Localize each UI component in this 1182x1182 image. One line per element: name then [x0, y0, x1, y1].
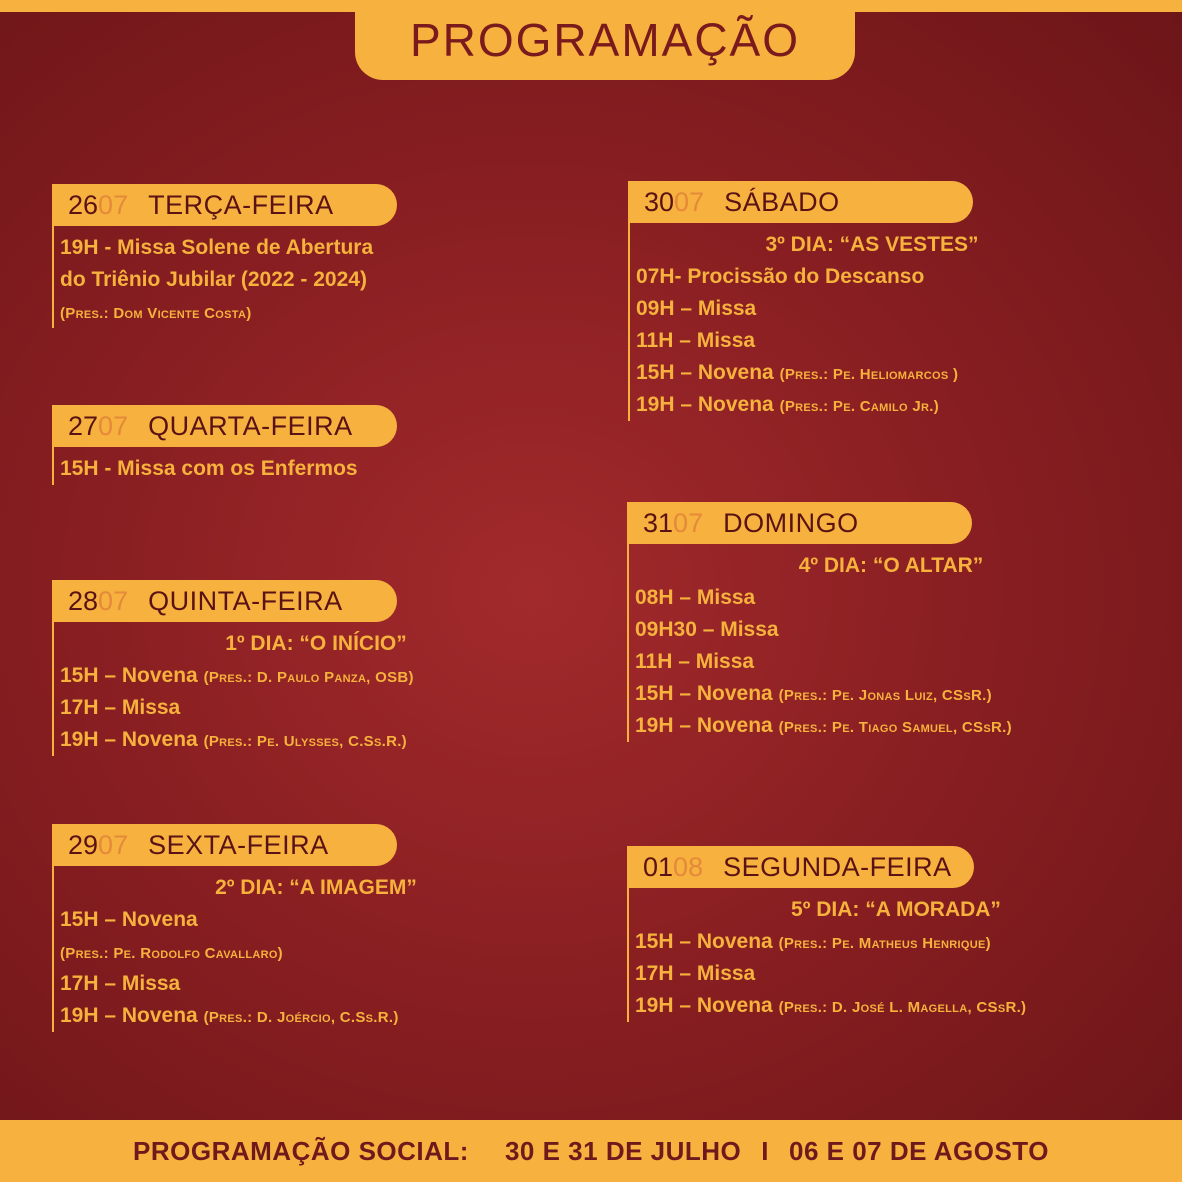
day-schedule: [52, 226, 452, 328]
schedule-time-event: 15H – Novena: [635, 930, 773, 953]
schedule-item: [60, 1000, 572, 1032]
schedule-item: [635, 958, 1157, 990]
day-schedule: [52, 622, 572, 756]
day-number: 28: [68, 585, 99, 616]
schedule-item: [636, 325, 1108, 357]
weekday-label: SÁBADO: [724, 186, 840, 217]
schedule-time-event: 17H – Missa: [60, 972, 181, 995]
schedule-item: [60, 692, 572, 724]
schedule-time-event: 19H – Novena: [635, 714, 773, 737]
schedule-time-event: 17H – Missa: [635, 962, 756, 985]
schedule-time-event: 19H – Novena: [60, 728, 198, 751]
day-schedule: [627, 888, 1157, 1022]
schedule-item: [60, 264, 452, 296]
schedule-item: [636, 293, 1108, 325]
month-number: 07: [673, 507, 704, 538]
schedule-time-event: 07H- Procissão do Descanso: [636, 265, 925, 288]
day-schedule: [628, 223, 1108, 421]
novena-day-heading: 4º DIA: “O ALTAR”: [798, 554, 984, 577]
novena-day-heading: 1º DIA: “O INÍCIO”: [225, 632, 407, 655]
social-program-label: PROGRAMAÇÃO SOCIAL:: [133, 1135, 469, 1166]
schedule-item: [635, 678, 1147, 710]
day-block-29-07: [52, 824, 572, 1032]
schedule-time-event: 15H – Novena: [636, 361, 774, 384]
day-number: 01: [643, 851, 674, 882]
schedule-item: [635, 614, 1147, 646]
day-schedule: [52, 447, 452, 485]
day-block-28-07: [52, 580, 572, 756]
month-number: 07: [98, 189, 129, 220]
social-separator: I: [761, 1135, 770, 1166]
schedule-item: [60, 232, 452, 264]
page-title: PROGRAMAÇÃO: [409, 14, 801, 66]
schedule-item: [60, 296, 452, 328]
novena-day-heading: 3º DIA: “AS VESTES”: [765, 233, 979, 256]
schedule-item: [636, 261, 1108, 293]
schedule-item: [60, 660, 572, 692]
social-program-bar: [0, 1120, 1182, 1182]
day-schedule: [52, 866, 572, 1032]
novena-day-heading: 2º DIA: “A IMAGEM”: [215, 876, 417, 899]
schedule-time-event: 19H – Novena: [636, 393, 774, 416]
day-tab: [52, 405, 397, 447]
schedule-item: [636, 389, 1108, 421]
schedule-presider: (Pres.: Pe. Matheus Henrique): [778, 935, 991, 952]
weekday-label: SEXTA-FEIRA: [148, 829, 329, 860]
schedule-time-event: 09H – Missa: [636, 297, 757, 320]
novena-day-heading: 5º DIA: “A MORADA”: [791, 898, 1001, 921]
weekday-label: TERÇA-FEIRA: [148, 189, 334, 220]
schedule-presider: (Pres.: Pe. Heliomarcos ): [779, 366, 959, 383]
day-number: 29: [68, 829, 99, 860]
weekday-label: QUARTA-FEIRA: [148, 410, 353, 441]
social-dates-july: 30 E 31 DE JULHO: [504, 1135, 742, 1166]
day-block-01-08: [627, 846, 1157, 1022]
day-tab: [627, 502, 972, 544]
month-number: 07: [98, 585, 129, 616]
schedule-item: [635, 990, 1157, 1022]
day-block-26-07: [52, 184, 452, 328]
schedule-time-event: 19H - Missa Solene de Abertura: [60, 236, 374, 259]
schedule-item: [635, 926, 1157, 958]
schedule-item: [60, 936, 572, 968]
day-number: 27: [68, 410, 99, 441]
day-tab: [627, 846, 974, 888]
schedule-item: [60, 904, 572, 936]
schedule-time-event: do Triênio Jubilar (2022 - 2024): [60, 268, 367, 291]
day-schedule: [627, 544, 1147, 742]
schedule-time-event: 08H – Missa: [635, 586, 756, 609]
schedule-presider: (Pres.: Pe. Jonas Luiz, CSsR.): [778, 687, 992, 704]
schedule-presider: (Pres.: Pe. Ulysses, C.Ss.R.): [203, 733, 407, 750]
schedule-time-event: 15H - Missa com os Enfermos: [60, 457, 358, 480]
day-block-27-07: [52, 405, 452, 485]
schedule-item: [635, 710, 1147, 742]
title-tab: [355, 0, 855, 80]
schedule-time-event: 15H – Novena: [635, 682, 773, 705]
schedule-presider: (Pres.: Dom Vicente Costa): [60, 305, 252, 322]
schedule-time-event: 11H – Missa: [635, 650, 755, 673]
month-number: 07: [674, 186, 705, 217]
day-number: 31: [643, 507, 674, 538]
day-tab: [628, 181, 973, 223]
day-number: 30: [644, 186, 675, 217]
schedule-item: [60, 453, 452, 485]
day-tab: [52, 184, 397, 226]
schedule-presider: (Pres.: D. Joércio, C.Ss.R.): [203, 1009, 399, 1026]
schedule-item: [635, 582, 1147, 614]
month-number: 07: [98, 829, 129, 860]
schedule-item: [60, 724, 572, 756]
weekday-label: SEGUNDA-FEIRA: [723, 851, 952, 882]
schedule-time-event: 15H – Novena: [60, 664, 198, 687]
schedule-presider: (Pres.: Pe. Rodolfo Cavallaro): [60, 945, 283, 962]
month-number: 08: [673, 851, 704, 882]
schedule-presider: (Pres.: D. José L. Magella, CSsR.): [778, 999, 1027, 1016]
month-number: 07: [98, 410, 129, 441]
schedule-item: [636, 357, 1108, 389]
schedule-presider: (Pres.: Pe. Camilo Jr.): [779, 398, 939, 415]
schedule-time-event: 19H – Novena: [60, 1004, 198, 1027]
schedule-time-event: 17H – Missa: [60, 696, 181, 719]
day-tab: [52, 580, 397, 622]
schedule-time-event: 19H – Novena: [635, 994, 773, 1017]
day-number: 26: [68, 189, 99, 220]
weekday-label: QUINTA-FEIRA: [148, 585, 343, 616]
day-block-30-07: [628, 181, 1108, 421]
day-tab: [52, 824, 397, 866]
weekday-label: DOMINGO: [723, 507, 859, 538]
schedule-item: [60, 968, 572, 1000]
schedule-time-event: 09H30 – Missa: [635, 618, 779, 641]
day-block-31-07: [627, 502, 1147, 742]
schedule-time-event: 15H – Novena: [60, 908, 198, 931]
schedule-item: [635, 646, 1147, 678]
schedule-presider: (Pres.: Pe. Tiago Samuel, CSsR.): [778, 719, 1012, 736]
social-dates-august: 06 E 07 DE AGOSTO: [789, 1135, 1049, 1166]
schedule-presider: (Pres.: D. Paulo Panza, OSB): [203, 669, 414, 686]
schedule-time-event: 11H – Missa: [636, 329, 756, 352]
